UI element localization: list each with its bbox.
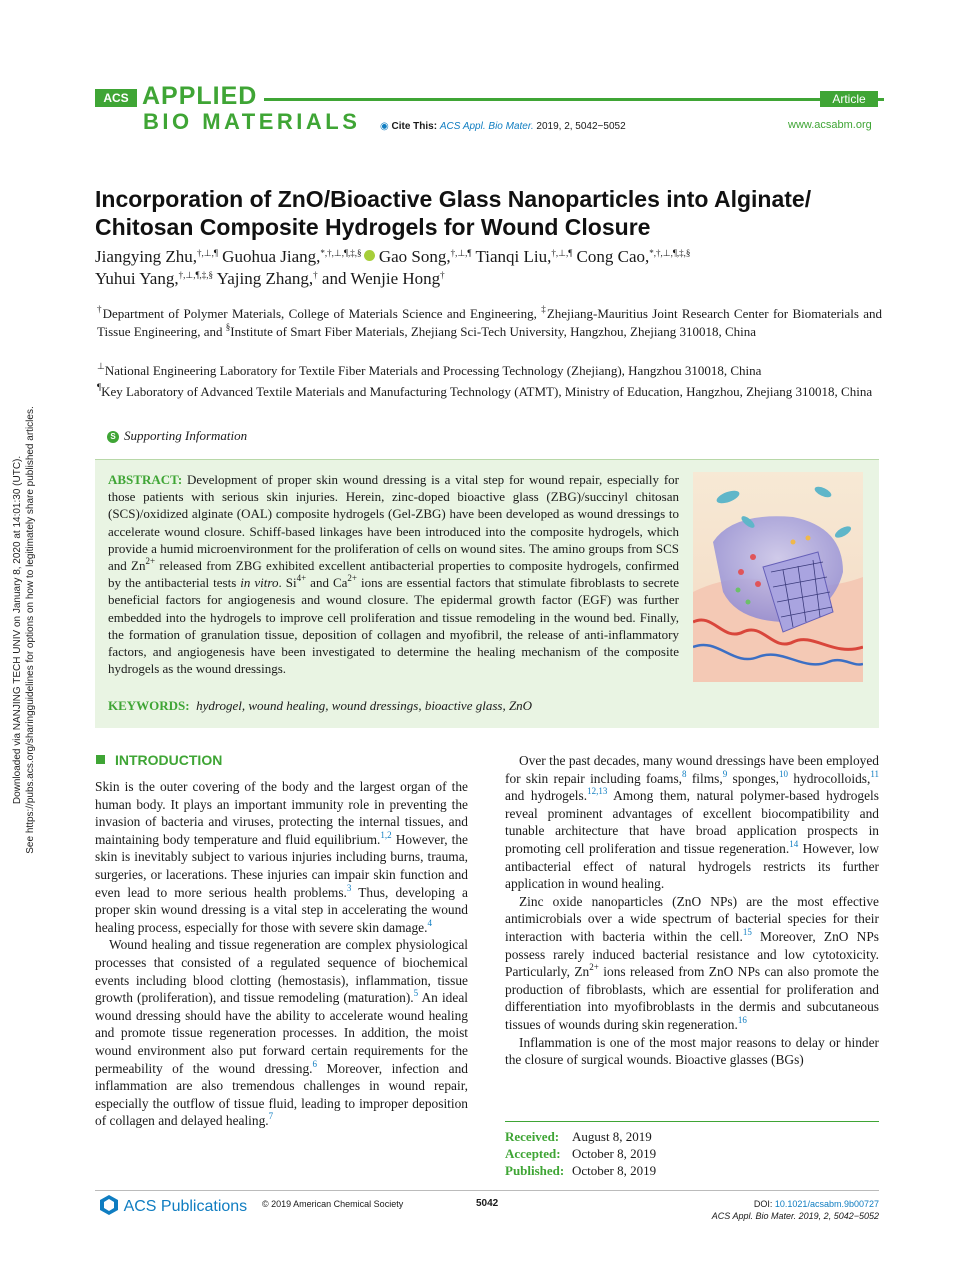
affiliation-mark: § [225,322,231,332]
published-date: October 8, 2019 [572,1163,657,1178]
footer-rule [95,1190,879,1191]
cite-detail: 2019, 2, 5042−5052 [536,121,626,132]
cite-icon: ◉ [380,121,389,132]
doi-label: DOI: [753,1199,773,1209]
reference-link[interactable]: 16 [737,1014,747,1025]
accepted-label: Accepted: [505,1146,561,1161]
page-number: 5042 [476,1198,499,1209]
author-name[interactable]: Gao Song, [378,247,451,266]
reference-link[interactable]: 7 [268,1111,274,1122]
paragraph: Skin is the outer covering of the body and the largest organ of the human body. It plays an important immunity role in preventing the invasion of bacteria and viruses, protecting the internal tissues, and maintaining body temperature and fluid equilibrium.$^{1,2}$ However, the skin is inevitably subject to various injuries including burns, trauma, surgeries, or lacerations. These injuries can impair skin function and even lead to more serious health problems.$^3$ Thus, developing a proper skin wound dressing is a vital step in accelerating the wound healing process, especially for those with severe skin damage.$^4$ [95,779,468,935]
paragraph: Wound healing and tissue regeneration are complex physiological processes that consisted of a regulated sequence of biochemical events including blood clotting (hemostasis), inflammation, tissue growth (proliferation), and tissue remodeling (maturation).$^5$ An ideal wound dressing should have the ability to accelerate wound healing and promote tissue regeneration processes. In addition, the moist wound environment also put forward certain requirements for the permeability of the wound dressing.$^6$ Moreover, infection and inflammation are also tremendous challenges in wound repair, especially the outflow of tissue fluid, leading to improper deposition of collagen and delayed healing.$^7$ [95,937,468,1129]
right-column [505,752,879,1069]
footer-citation: ACS Appl. Bio Mater. 2019, 2, 5042−5052 [711,1211,879,1221]
reference-link[interactable]: 14 [789,838,799,849]
header-rule [264,98,884,101]
journal-name-line2: BIO MATERIALS [143,109,361,134]
cite-ref[interactable]: ACS Appl. Bio Mater. [439,121,534,132]
reference-link[interactable]: 12,13 [587,786,608,797]
acs-publications-logo[interactable] [98,1194,247,1216]
author-name[interactable]: Tianqi Liu, [475,247,552,266]
acs-hexagon-icon [98,1194,120,1216]
reference-link[interactable]: 11 [870,768,879,779]
accepted-date: October 8, 2019 [572,1146,657,1161]
cite-this[interactable] [380,121,626,132]
author-marks: *,†,⊥,¶,‡,§ [649,248,691,258]
left-column [95,778,468,1130]
reference-link[interactable]: 1,2 [380,829,392,840]
doi-block [650,1198,879,1222]
article-type-badge: Article [820,91,878,107]
sidenote-line: Downloaded via NANJING TECH UNIV on January 8, 2020 at 14:01:30 (UTC). [12,455,23,805]
affiliation-text: Institute of Smart Fiber Materials, Zhejiang Sci-Tech University, Hangzhou, Zhejiang 310018, China [230,324,757,339]
abstract-heading: ABSTRACT: [108,472,183,487]
sidenote-line: See https://pubs.acs.org/sharingguidelines for options on how to legitimately share published articles. [25,406,36,854]
author-name[interactable]: Yajing Zhang, [216,269,314,288]
supporting-info-label: Supporting Information [124,428,248,443]
received-label: Received: [505,1129,560,1144]
toc-graphic[interactable] [693,472,863,682]
article-title: Incorporation of ZnO/Bioactive Glass Nanoparticles into Alginate/ Chitosan Composite Hydrogels for Wound Closure [95,186,812,240]
affiliation-text: Key Laboratory of Advanced Textile Materials and Manufacturing Technology (ATMT), Ministry of Education, Hangzhou, Zhejiang 310018, China [101,384,873,399]
paragraph: Zinc oxide nanoparticles (ZnO NPs) are the most effective antimicrobials over a wide spectrum of bacterial species for their interaction with bacteria within the cell.$^{15}$ Moreover, ZnO NPs possess rarely induced bacterial resistance and low cytotoxicity. Particularly, $Zn^{2+}$ ions released from ZnO NPs can also promote the production of fibroblasts, which are essential for proliferation and differentiation into myofibroblasts in the dermis and subcutaneous tissues of wounds during skin regeneration.$^{16}$ [505,893,879,1032]
author-marks: †,⊥,¶,‡,§ [178,270,214,280]
author-marks: † [440,270,445,280]
reference-link[interactable]: 6 [312,1058,318,1069]
reference-link[interactable]: 3 [346,882,352,893]
author-marks: †,⊥,¶ [197,248,218,258]
reference-link[interactable]: 9 [722,768,728,779]
download-sidenote [11,370,37,890]
abstract-fragment: and Ca [306,575,348,591]
affiliation-1 [97,305,882,341]
abstract-fragment: Development of proper skin wound dressing is a vital step for wound repair, especially for those patients with serious skin injuries. Herein, zinc-doped bioactive glass (ZBG)/succinyl chitosan (SCS)/oxidized alginate (OAL) composite hydrogels (Gel-ZBG) have been developed as wound dressings to accelerate wound closure. Schiff-based linkages have been introduced into the composite hydrogels, which provide a humid microenvironment for the proliferation of cells on wound sites. The amino groups from SCS and Zn [108,472,679,574]
abstract-fragment: ions are essential factors that stimulate fibroblasts to secrete beneficial factors for angiogenesis and wound closure. The epidermal growth factor (EGF) was further embedded into the hydrogels to improve cell proliferation and tissue remodeling in the wound bed. Finally, the formation of granulation tissue, deposition of collagen and myofibril, the release of anti-inflammatory factors, and angiogenesis have been investigated to determine the healing mechanism of the composite hydrogels as the wound dressings. [108,575,680,677]
cite-label: Cite This: [391,121,438,132]
section-heading [96,752,222,768]
superscript: 2+ [347,573,357,584]
abstract-fragment: in vitro [240,575,279,591]
journal-name-line1: APPLIED [142,82,258,110]
reference-link[interactable]: 10 [779,768,789,779]
journal-website-link[interactable]: www.acsabm.org [788,119,872,131]
author-marks: † [313,270,318,280]
affiliation-text: Zhejiang-Mauritius Joint Research Center for Biomaterials and Tissue Engineering, and [97,306,883,339]
paragraph: Over the past decades, many wound dressings have been employed for skin repair including foams,$^8$ films,$^9$ sponges,$^{10}$ hydrocolloids,$^{11}$ and hydrogels.$^{12,13}$ Among them, natural polymer-based hydrogels reveal prominent advantages of excellent biocompatibility and tunable architecture that have broad application prospects in promoting cell proliferation and tissue regeneration.$^{14}$ However, low antibacterial effect of natural hydrogels restricts its further application in wound healing. [505,753,879,892]
reference-link[interactable]: 8 [682,768,687,779]
author-marks: †,⊥,¶ [551,248,573,258]
author-name[interactable]: Jiangying Zhu, [95,247,197,266]
doi-link[interactable]: 10.1021/acsabm.9b00727 [774,1199,879,1209]
author-name[interactable]: Cong Cao, [576,247,650,266]
keywords-label: KEYWORDS: [108,698,190,713]
section-heading-text: INTRODUCTION [115,752,223,768]
orcid-icon[interactable] [364,250,375,261]
author-list [95,246,885,290]
keywords-list: hydrogel, wound healing, wound dressings, bioactive glass, ZnO [196,698,533,713]
abstract-fragment: released from ZBG exhibited excellent antibacterial properties to composite hydrogels, confirmed by the antibacterial tests [108,558,679,591]
abstract-text [108,471,679,677]
publisher-name: ACS Publications [123,1198,248,1215]
published-label: Published: [505,1163,565,1178]
author-name[interactable]: Yuhui Yang, [95,269,179,288]
affiliation-mark: † [97,304,103,314]
affiliation-mark: ‡ [541,304,547,314]
superscript: 4+ [296,573,307,584]
affiliation-mark: ⊥ [97,361,105,371]
reference-link[interactable]: 4 [427,917,432,928]
acs-logo: ACS [95,89,137,107]
superscript: 2+ [145,556,156,567]
affiliation-mark: ¶ [97,382,102,392]
section-bullet-icon [96,755,105,764]
affiliation-2 [97,362,882,380]
dates-rule [505,1121,879,1122]
article-dates [505,1128,656,1179]
paragraph: Inflammation is one of the most major reasons to delay or hinder the closure of surgical wounds. Bioactive glasses (BGs) [505,1034,879,1068]
copyright: © 2019 American Chemical Society [262,1199,404,1209]
affiliation-3 [97,383,882,401]
author-marks: †,⊥,¶ [450,248,472,258]
affiliation-text: National Engineering Laboratory for Textile Fiber Materials and Processing Technology (Zhejiang), Hangzhou 310018, China [104,363,762,378]
reference-link[interactable]: 15 [742,926,752,937]
author-name[interactable]: Guohua Jiang, [222,247,321,266]
superscript: 2+ [589,962,599,973]
received-date: August 8, 2019 [572,1129,652,1144]
author-name[interactable]: and Wenjie Hong [321,269,441,288]
reference-link[interactable]: 5 [413,988,419,999]
keywords [108,698,679,714]
author-marks: *,†,⊥,¶,‡,§ [320,248,362,258]
supporting-info-icon: S [107,431,119,443]
abstract-fragment: . Si [278,575,297,591]
supporting-information-link[interactable] [107,428,247,444]
affiliation-text: Department of Polymer Materials, College of Materials Science and Engineering, [102,306,537,321]
